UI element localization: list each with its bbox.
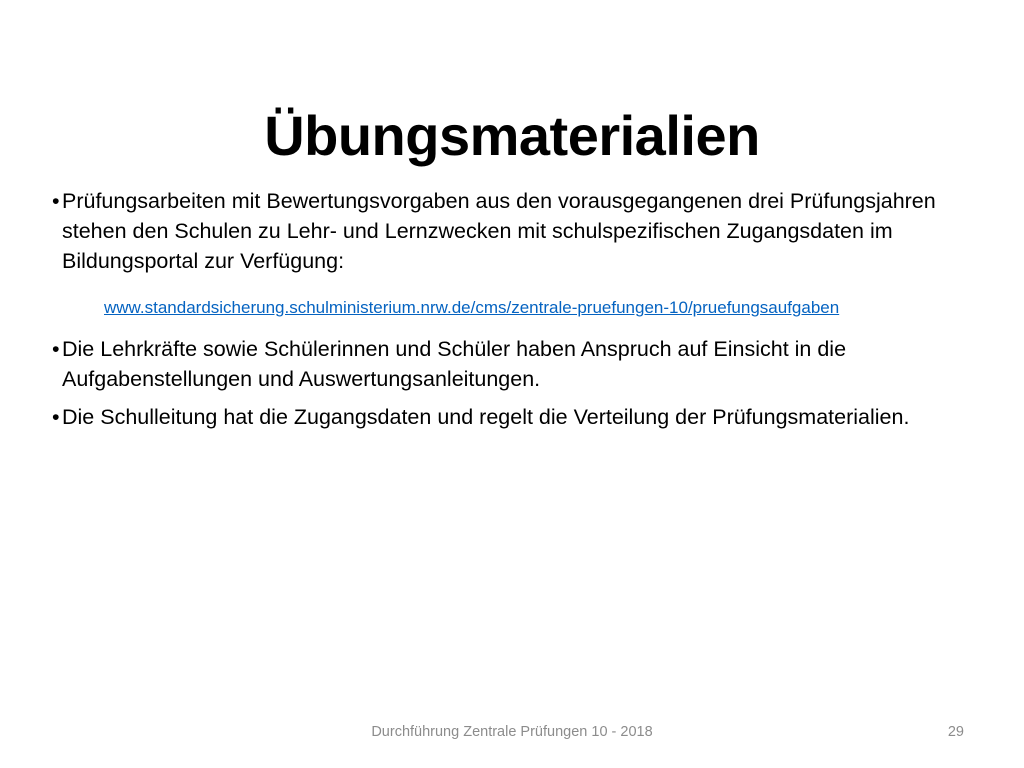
bullet-item (52, 334, 952, 394)
bullet-symbol: • (52, 189, 60, 213)
pruefungsaufgaben-link[interactable]: www.standardsicherung.schulministerium.nrw.de/cms/zentrale-pruefungen-10/pruefungsaufgaben (104, 298, 840, 317)
bullet-symbol: • (52, 405, 60, 429)
page-number: 29 (947, 724, 964, 740)
bullet-text: Die Schulleitung hat die Zugangsdaten und regelt die Verteilung der Prüfungsmaterialien. (62, 405, 910, 429)
bullet-symbol: • (52, 337, 60, 361)
bullet-text: Die Lehrkräfte sowie Schülerinnen und Schüler haben Anspruch auf Einsicht in die Aufgabenstellungen und Auswertungsanleitungen. (62, 337, 847, 391)
bullet-item (52, 402, 952, 432)
footer-text: Durchführung Zentrale Prüfungen 10 - 2018 (371, 724, 653, 740)
slide-content (52, 186, 952, 440)
bullet-item (52, 186, 952, 276)
link-line (104, 296, 952, 320)
bullet-text: Prüfungsarbeiten mit Bewertungsvorgaben aus den vorausgegangenen drei Prüfungsjahren stehen den Schulen zu Lehr- und Lernzwecken mit schulspezifischen Zugangsdaten im Bildungsportal zur Verfügung: (62, 189, 936, 273)
slide-title: Übungsmaterialien (264, 103, 760, 167)
